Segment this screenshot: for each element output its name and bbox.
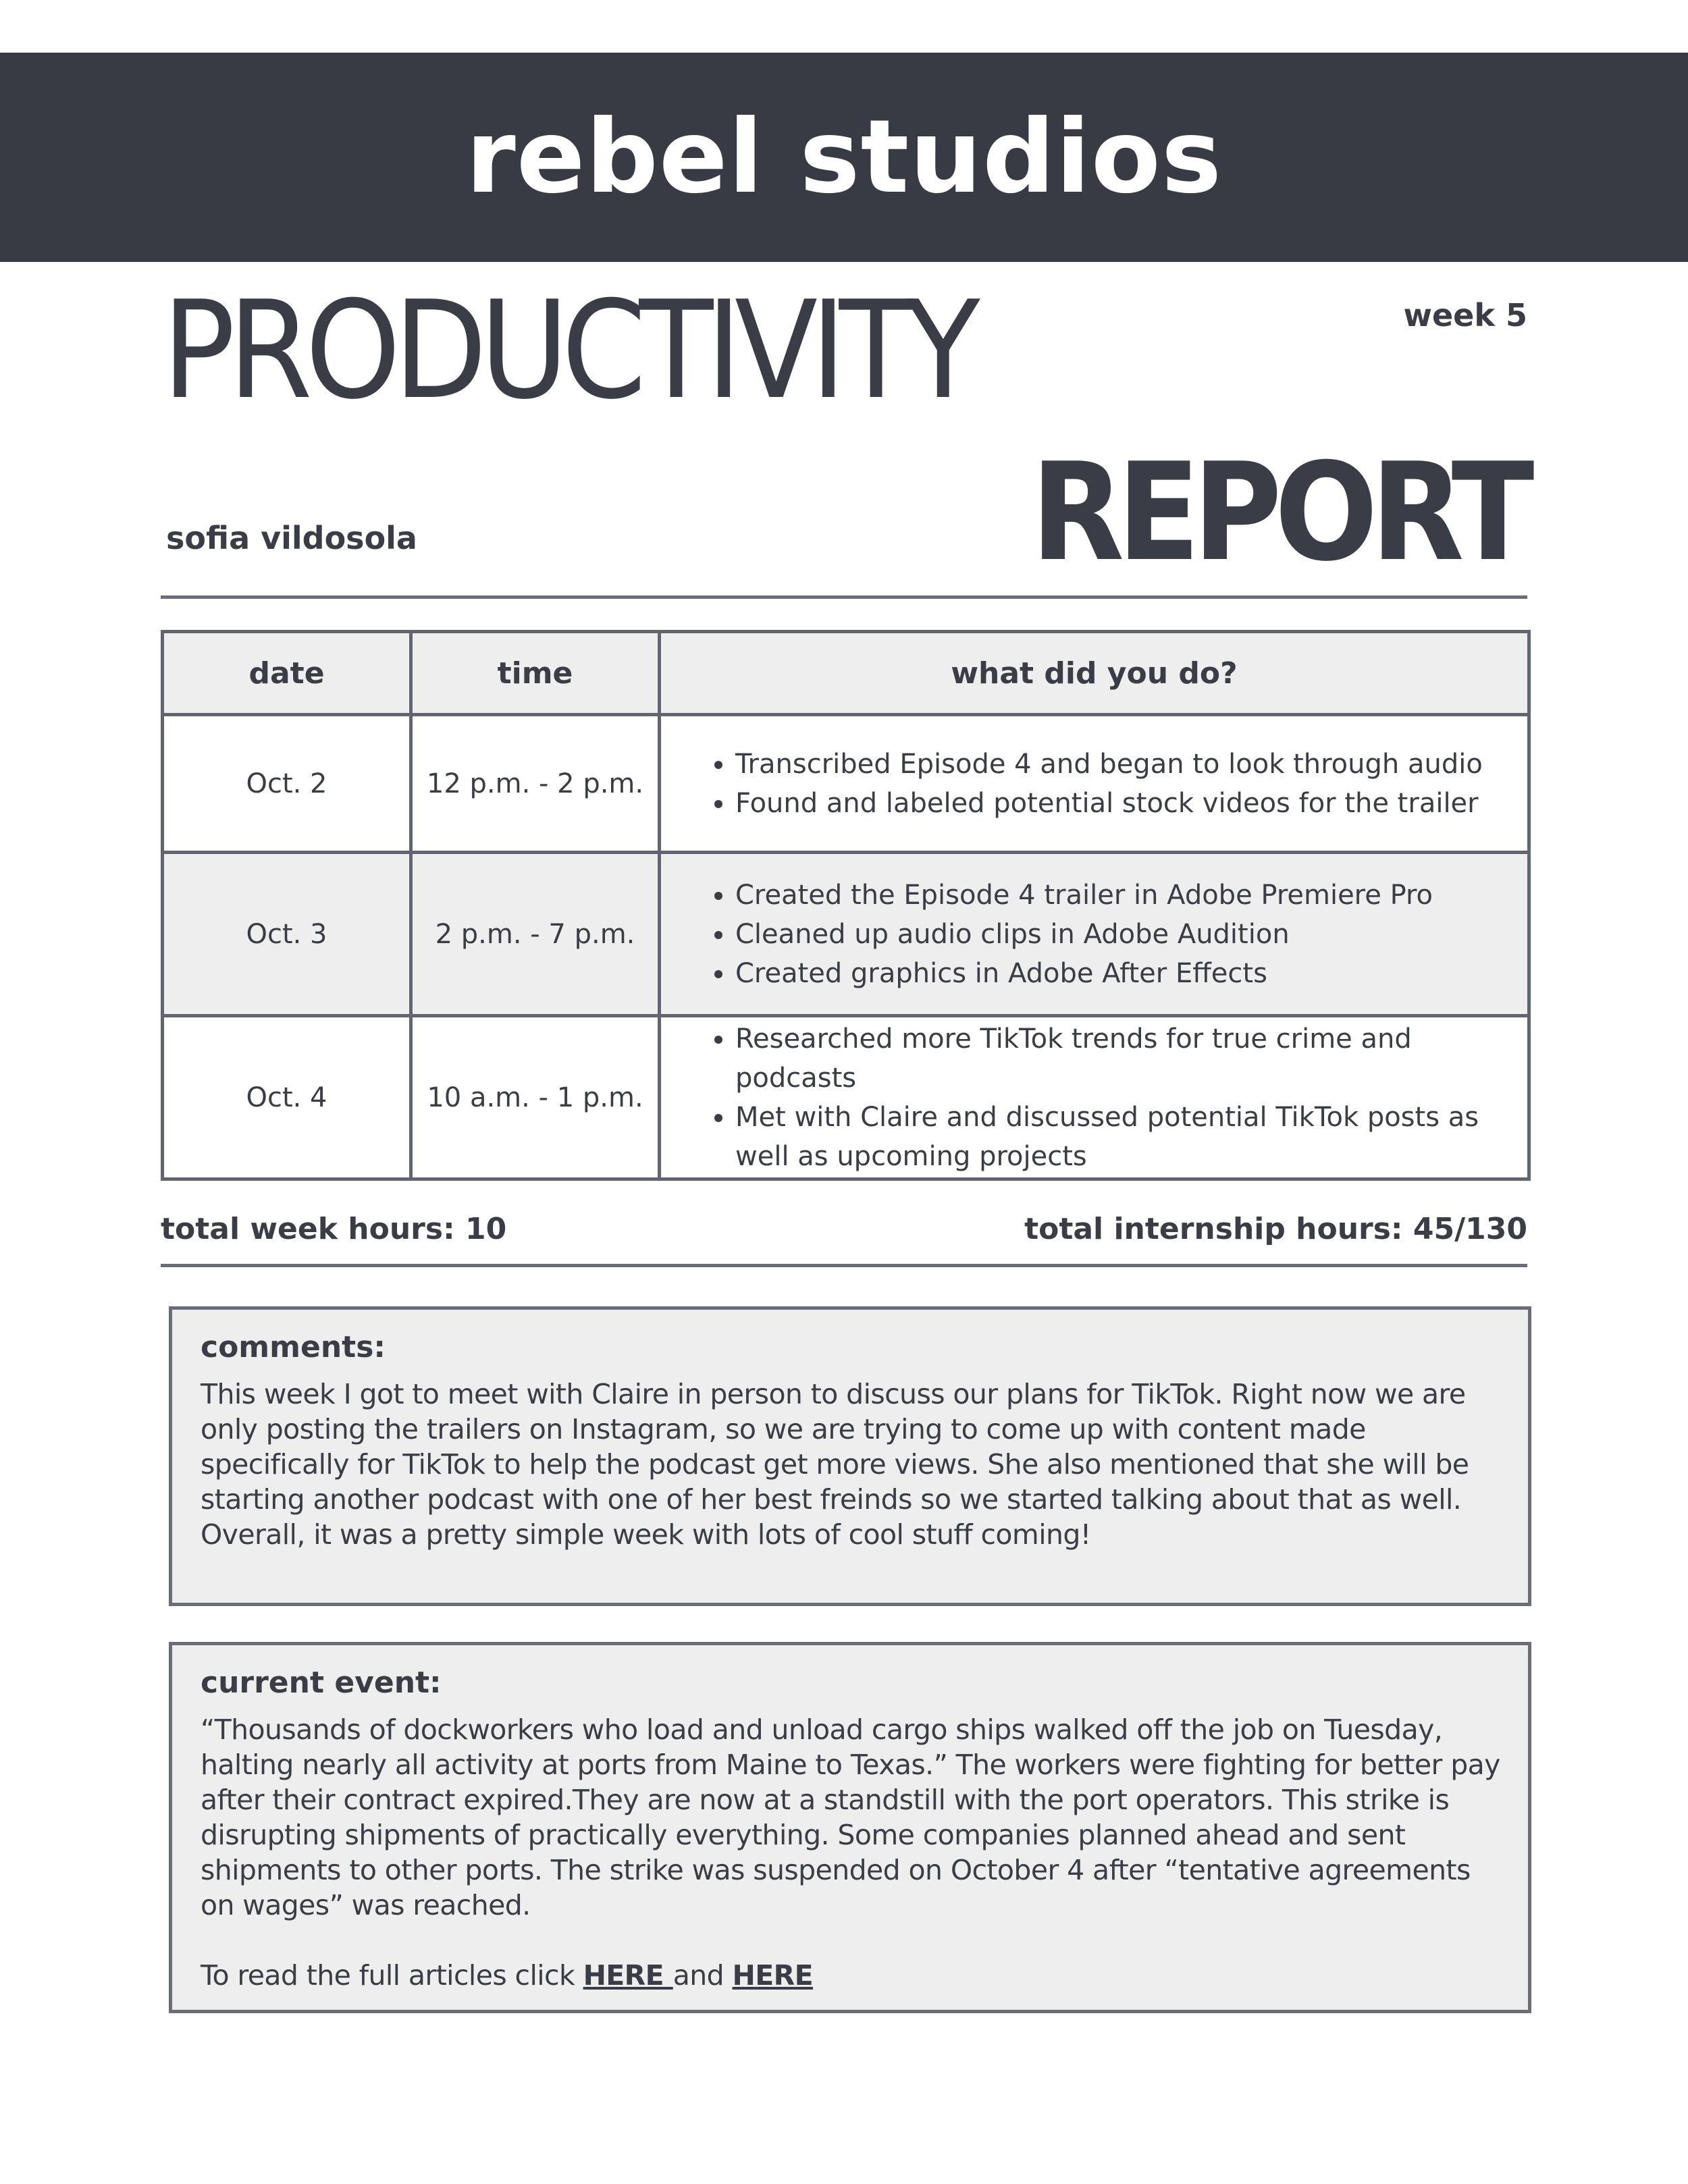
links-and: and bbox=[672, 1959, 733, 1992]
task-item: • Cleaned up audio clips in Adobe Audition bbox=[735, 915, 1507, 954]
total-week-hours: total week hours: 10 bbox=[161, 1212, 507, 1246]
column-header-date: date bbox=[163, 632, 411, 715]
total-internship-hours: total internship hours: 45/130 bbox=[1024, 1212, 1527, 1246]
column-header-activity: what did you do? bbox=[660, 632, 1529, 715]
row-time: 12 p.m. - 2 p.m. bbox=[411, 715, 660, 853]
task-item: • Created graphics in Adobe After Effects bbox=[735, 954, 1507, 993]
table-row bbox=[163, 1016, 1529, 1179]
comments-heading: comments: bbox=[201, 1330, 386, 1364]
row-date: Oct. 2 bbox=[163, 715, 411, 853]
comments-box bbox=[169, 1306, 1531, 1606]
article-links bbox=[201, 1958, 1501, 1993]
current-event-heading: current event: bbox=[201, 1666, 442, 1700]
task-item: • Created the Episode 4 trailer in Adobe Premiere Pro bbox=[735, 876, 1507, 915]
article-link-2[interactable]: HERE bbox=[732, 1959, 814, 1992]
table-row bbox=[163, 853, 1529, 1016]
task-item: • Met with Claire and discussed potential TikTok posts as well as upcoming projects bbox=[735, 1098, 1507, 1176]
report-title-line1: PRODUCTIVITY bbox=[162, 272, 973, 429]
row-tasks bbox=[660, 853, 1529, 1016]
totals-divider bbox=[161, 1264, 1527, 1267]
task-item: • Transcribed Episode 4 and began to look through audio bbox=[735, 745, 1507, 784]
header-divider bbox=[161, 595, 1527, 599]
activity-table bbox=[161, 630, 1531, 1181]
week-label: week 5 bbox=[1403, 297, 1527, 334]
row-date: Oct. 4 bbox=[163, 1016, 411, 1179]
company-name: rebel studios bbox=[465, 99, 1223, 216]
row-tasks bbox=[660, 715, 1529, 853]
current-event-box bbox=[169, 1642, 1531, 2013]
article-link-1[interactable]: HERE bbox=[583, 1959, 673, 1992]
row-tasks bbox=[660, 1016, 1529, 1179]
current-event-body: “Thousands of dockworkers who load and unload cargo ships walked off the job on Tuesday, halting nearly all activity at ports from Maine to Texas.” The workers were fighting for better pay after their contract expired.They are now at a standstill with the port operators. This strike is disrupting shipments of practically everything. Some companies planned ahead and sent shipments to other ports. The strike was suspended on October 4 after “tentative agreements on wages” was reached. bbox=[201, 1713, 1500, 1921]
report-title-line2: REPORT bbox=[1030, 434, 1527, 591]
task-item: • Researched more TikTok trends for true crime and podcasts bbox=[735, 1019, 1507, 1098]
row-date: Oct. 3 bbox=[163, 853, 411, 1016]
company-banner bbox=[0, 53, 1688, 262]
comments-body: This week I got to meet with Claire in person to discuss our plans for TikTok. Right now we are only posting the trailers on Instagram, so we are trying to come up with content made specifically for TikTok to help the podcast get more views. She also mentioned that she will be starting another podcast with one of her best freinds so we started talking about that as well. Overall, it was a pretty simple week with lots of cool stuff coming! bbox=[201, 1378, 1469, 1551]
task-item: • Found and labeled potential stock videos for the trailer bbox=[735, 784, 1507, 823]
links-prefix: To read the full articles click bbox=[201, 1959, 583, 1992]
row-time: 2 p.m. - 7 p.m. bbox=[411, 853, 660, 1016]
author-name: sofia vildosola bbox=[166, 520, 417, 556]
column-header-time: time bbox=[411, 632, 660, 715]
row-time: 10 a.m. - 1 p.m. bbox=[411, 1016, 660, 1179]
table-row bbox=[163, 715, 1529, 853]
table-header-row bbox=[163, 632, 1529, 715]
